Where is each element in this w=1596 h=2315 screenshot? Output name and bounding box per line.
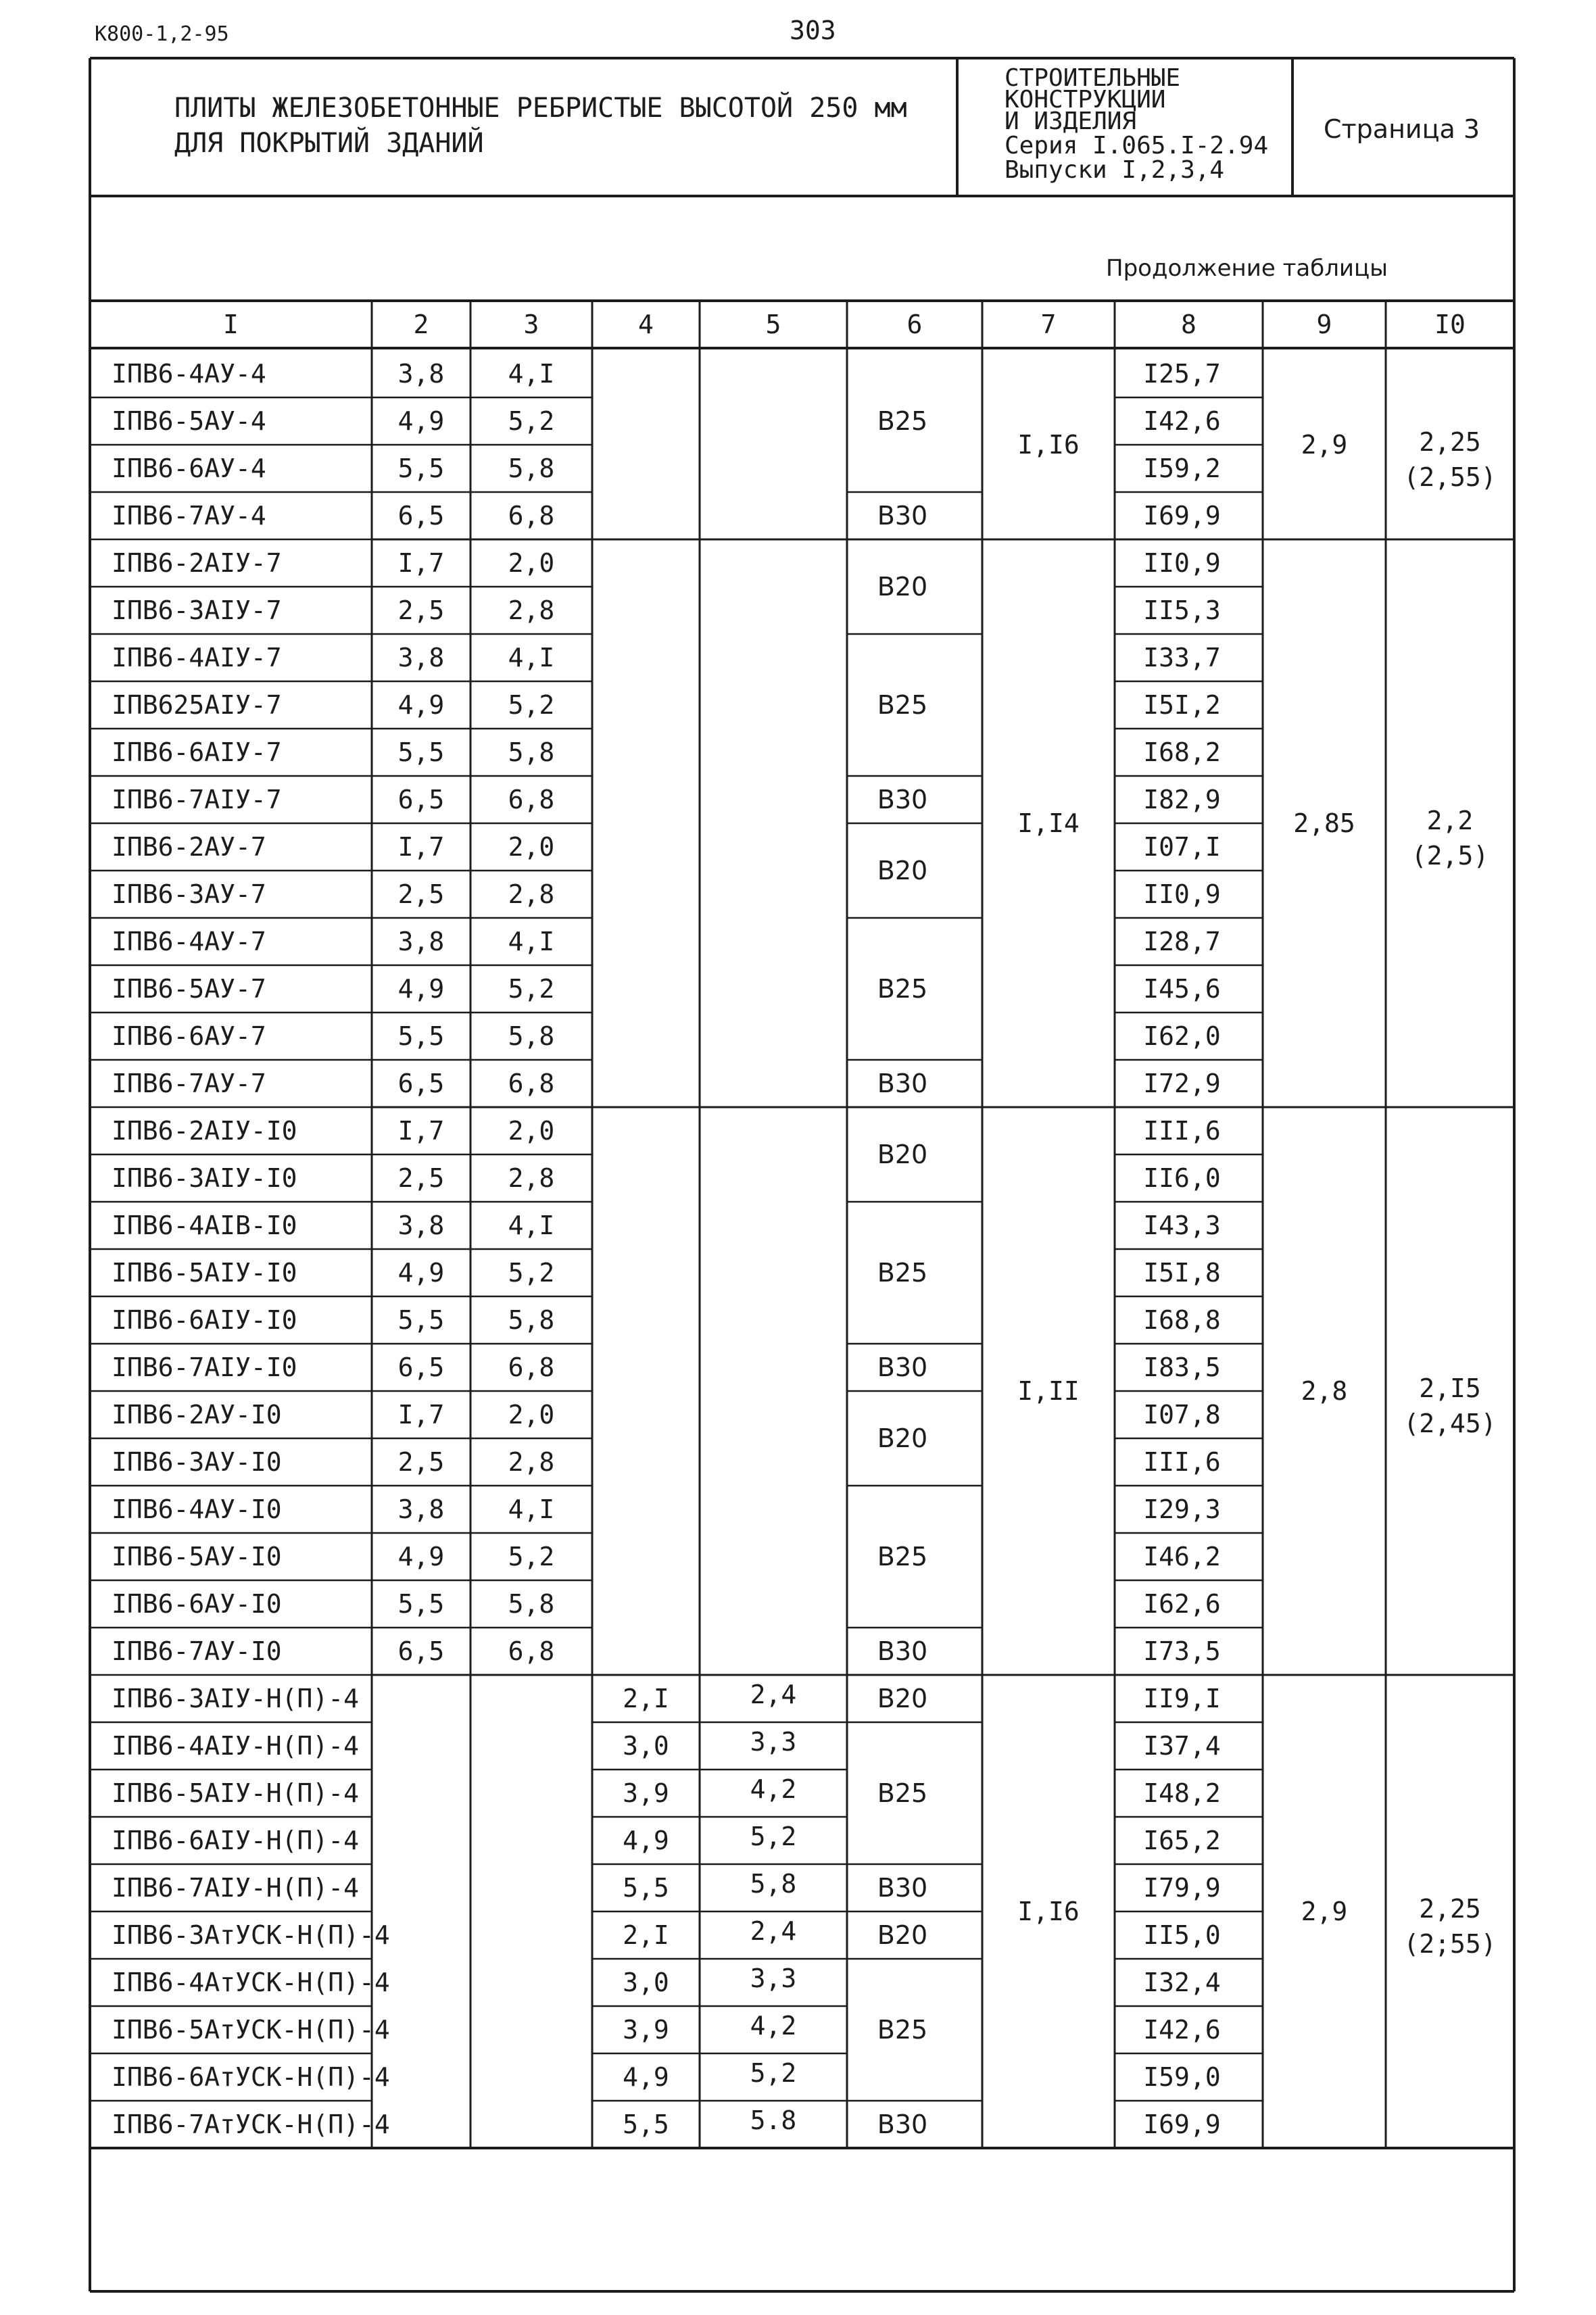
cell-col2: 4,9 [397, 406, 445, 436]
row-mark: IПВ6-7АУ-4 [112, 501, 266, 531]
row-mark: IПВ6-7АтУСК-Н(П)-4 [112, 2110, 390, 2139]
cell-col2: I,7 [397, 1116, 445, 1146]
cell-col2: 4,9 [397, 974, 445, 1004]
row-mark: IПВ6-7АIУ-I0 [112, 1353, 297, 1382]
cell-col4: 3,0 [623, 1731, 669, 1761]
cell-col5: 3,3 [750, 1727, 797, 1757]
cell-col2: 4,9 [397, 690, 445, 720]
row-mark: IПВ6-5АУ-4 [112, 406, 266, 436]
cell-col7: I,II [1017, 1376, 1080, 1406]
cell-col8: II6,0 [1143, 1163, 1221, 1193]
cell-col9: 2,9 [1301, 1897, 1348, 1926]
cell-col8: I68,2 [1143, 737, 1221, 767]
cell-col2: 5,5 [397, 1589, 445, 1619]
cell-col3: 5,8 [508, 1589, 555, 1619]
cell-col8: I83,5 [1143, 1353, 1221, 1382]
cell-col8: I42,6 [1143, 2015, 1221, 2045]
document-code: К800-1,2-95 [95, 22, 229, 46]
concrete-class: В30 [877, 1069, 928, 1098]
cell-col3: 5,8 [508, 737, 555, 767]
concrete-class: В20 [877, 1684, 928, 1713]
concrete-class: В25 [877, 974, 928, 1004]
cell-col9: 2,85 [1293, 808, 1355, 838]
row-mark: IПВ6-2АУ-I0 [112, 1400, 282, 1430]
row-mark: IПВ6-2АУ-7 [112, 832, 266, 862]
cell-col8: I5I,2 [1143, 690, 1221, 720]
cell-col10-alt: (2,55) [1403, 462, 1497, 492]
column-header: 7 [1040, 310, 1057, 339]
cell-col8: I59,0 [1143, 2062, 1221, 2092]
cell-col8: I69,9 [1143, 501, 1221, 531]
cell-col8: I42,6 [1143, 406, 1221, 436]
cell-col3: 5,8 [508, 1305, 555, 1335]
row-mark: IПВ6-4АУ-7 [112, 927, 266, 956]
row-mark: IПВ6-7АУ-7 [112, 1069, 266, 1098]
cell-col3: 6,8 [508, 1353, 555, 1382]
cell-col3: 2,8 [508, 1163, 555, 1193]
cell-col2: I,7 [397, 1400, 445, 1430]
row-mark: IПВ6-6АIУ-7 [112, 737, 282, 767]
cell-col3: 4,I [508, 927, 555, 956]
cell-col8: I72,9 [1143, 1069, 1221, 1098]
cell-col2: 3,8 [397, 643, 445, 673]
cell-col4: 5,5 [623, 2110, 669, 2139]
cell-col2: 3,8 [397, 1494, 445, 1524]
cell-col7: I,I6 [1017, 430, 1080, 460]
column-header: 4 [638, 310, 654, 339]
cell-col8: I32,4 [1143, 1968, 1221, 1997]
cell-col5: 2,4 [750, 1680, 797, 1709]
row-mark: IПВ6-6АУ-7 [112, 1021, 266, 1051]
row-mark: IПВ6-5АтУСК-Н(П)-4 [112, 2015, 390, 2045]
cell-col8: I69,9 [1143, 2110, 1221, 2139]
cell-col2: 5,5 [397, 454, 445, 483]
column-header: 8 [1181, 310, 1196, 339]
cell-col4: 4,9 [623, 2062, 669, 2092]
document-title-line2: ДЛЯ ПОКРЫТИЙ ЗДАНИЙ [174, 128, 484, 159]
page-number: 303 [790, 16, 836, 45]
cell-col4: 2,I [623, 1920, 669, 1950]
concrete-class: В30 [877, 1636, 928, 1666]
cell-col10: 2,I5 [1419, 1373, 1481, 1403]
cell-col8: I28,7 [1143, 927, 1221, 956]
row-mark: IПВ6-7АIУ-Н(П)-4 [112, 1873, 360, 1903]
cell-col5: 4,2 [750, 1774, 797, 1804]
cell-col2: 6,5 [397, 1353, 445, 1382]
concrete-class: В25 [877, 1542, 928, 1571]
concrete-class: В25 [877, 2015, 928, 2045]
column-header: 2 [413, 310, 429, 339]
cell-col3: 2,0 [508, 1116, 555, 1146]
cell-col8: II0,9 [1143, 879, 1221, 909]
cell-col2: 5,5 [397, 737, 445, 767]
cell-col4: 3,0 [623, 1968, 669, 1997]
cell-col8: I73,5 [1143, 1636, 1221, 1666]
cell-col3: 5,2 [508, 690, 555, 720]
row-mark: IПВ6-3АIУ-I0 [112, 1163, 297, 1193]
cell-col10: 2,2 [1426, 806, 1474, 835]
row-mark: IПВ6-6АIУ-I0 [112, 1305, 297, 1335]
cell-col8: I46,2 [1143, 1542, 1221, 1571]
cell-col5: 5.8 [750, 2105, 797, 2135]
cell-col8: I62,6 [1143, 1589, 1221, 1619]
cell-col5: 3,3 [750, 1964, 797, 1993]
cell-col2: 6,5 [397, 785, 445, 814]
cell-col4: 3,9 [623, 2015, 669, 2045]
cell-col8: I37,4 [1143, 1731, 1221, 1761]
cell-col5: 4,2 [750, 2011, 797, 2041]
cell-col5: 5,2 [750, 2058, 797, 2088]
cell-col8: I29,3 [1143, 1494, 1221, 1524]
cell-col4: 4,9 [623, 1826, 669, 1855]
cell-col8: I82,9 [1143, 785, 1221, 814]
cell-col3: 4,I [508, 1494, 555, 1524]
cell-col2: 2,5 [397, 1163, 445, 1193]
row-mark: IПВ6-2АIУ-7 [112, 548, 282, 578]
cell-col10: 2,25 [1419, 427, 1481, 457]
row-mark: IПВ6-3АтУСК-Н(П)-4 [112, 1920, 390, 1950]
row-mark: IПВ6-3АУ-I0 [112, 1447, 282, 1477]
cell-col2: 3,8 [397, 359, 445, 389]
continuation-label: Продолжение таблицы [1106, 255, 1388, 282]
document-title-line1: ПЛИТЫ ЖЕЛЕЗОБЕТОННЫЕ РЕБРИСТЫЕ ВЫСОТОЙ 250 мм [174, 93, 907, 124]
cell-col8: II9,I [1143, 1684, 1221, 1713]
row-mark: IПВ6-6АУ-4 [112, 454, 266, 483]
cell-col8: II5,3 [1143, 595, 1221, 625]
column-header: I [223, 310, 239, 339]
cell-col3: 5,8 [508, 1021, 555, 1051]
series-line: Выпуски I,2,3,4 [1005, 156, 1225, 184]
cell-col2: I,7 [397, 832, 445, 862]
column-header: 9 [1316, 310, 1332, 339]
concrete-class: В30 [877, 501, 928, 531]
concrete-class: В20 [877, 856, 928, 885]
cell-col2: 6,5 [397, 1069, 445, 1098]
cell-col3: 6,8 [508, 1636, 555, 1666]
cell-col2: 3,8 [397, 927, 445, 956]
row-mark: IПВ6-6АIУ-Н(П)-4 [112, 1826, 360, 1855]
cell-col9: 2,8 [1301, 1376, 1348, 1406]
cell-col2: 2,5 [397, 595, 445, 625]
cell-col2: 2,5 [397, 879, 445, 909]
row-mark: IПВ625АIУ-7 [112, 690, 282, 720]
cell-col10-alt: (2;55) [1403, 1929, 1497, 1959]
row-mark: IПВ6-4АУ-4 [112, 359, 266, 389]
cell-col5: 5,2 [750, 1822, 797, 1851]
column-header: 3 [523, 310, 539, 339]
cell-col3: 4,I [508, 359, 555, 389]
cell-col3: 4,I [508, 643, 555, 673]
concrete-class: В25 [877, 1258, 928, 1288]
concrete-class: В30 [877, 1873, 928, 1903]
row-mark: IПВ6-3АIУ-Н(П)-4 [112, 1684, 360, 1713]
concrete-class: В20 [877, 1140, 928, 1169]
cell-col4: 5,5 [623, 1873, 669, 1903]
concrete-class: В20 [877, 572, 928, 602]
row-mark: IПВ6-6АтУСК-Н(П)-4 [112, 2062, 390, 2092]
cell-col2: 2,5 [397, 1447, 445, 1477]
cell-col5: 2,4 [750, 1916, 797, 1946]
cell-col3: 6,8 [508, 785, 555, 814]
concrete-class: В30 [877, 2110, 928, 2139]
cell-col3: 2,8 [508, 595, 555, 625]
concrete-class: В25 [877, 1778, 928, 1808]
row-mark: IПВ6-7АIУ-7 [112, 785, 282, 814]
row-mark: IПВ6-4АIУ-Н(П)-4 [112, 1731, 360, 1761]
cell-col3: 5,2 [508, 974, 555, 1004]
series-line: Серия I.065.I-2.94 [1005, 132, 1269, 160]
series-line: И ИЗДЕЛИЯ [1005, 107, 1137, 135]
cell-col8: I5I,8 [1143, 1258, 1221, 1288]
cell-col8: II5,0 [1143, 1920, 1221, 1950]
row-mark: IПВ6-5АIУ-I0 [112, 1258, 297, 1288]
cell-col3: 5,2 [508, 1542, 555, 1571]
cell-col2: 3,8 [397, 1211, 445, 1240]
cell-col2: 5,5 [397, 1021, 445, 1051]
row-mark: IПВ6-4АIВ-I0 [112, 1211, 297, 1240]
cell-col10-alt: (2,5) [1411, 841, 1489, 871]
cell-col10-alt: (2,45) [1403, 1409, 1497, 1438]
concrete-class: В25 [877, 406, 928, 436]
cell-col3: 5,2 [508, 1258, 555, 1288]
cell-col2: 5,5 [397, 1305, 445, 1335]
series-line: СТРОИТЕЛЬНЫЕ [1005, 64, 1181, 92]
cell-col8: I68,8 [1143, 1305, 1221, 1335]
cell-col7: I,I6 [1017, 1897, 1080, 1926]
concrete-class: В20 [877, 1920, 928, 1950]
cell-col9: 2,9 [1301, 430, 1348, 460]
cell-col2: 4,9 [397, 1542, 445, 1571]
cell-col5: 5,8 [750, 1869, 797, 1899]
concrete-class: В20 [877, 1423, 928, 1453]
row-mark: IПВ6-4АIУ-7 [112, 643, 282, 673]
cell-col3: 2,0 [508, 832, 555, 862]
cell-col8: I45,6 [1143, 974, 1221, 1004]
cell-col2: I,7 [397, 548, 445, 578]
cell-col3: 6,8 [508, 501, 555, 531]
row-mark: IПВ6-5АIУ-Н(П)-4 [112, 1778, 360, 1808]
row-mark: IПВ6-4АУ-I0 [112, 1494, 282, 1524]
series-line: КОНСТРУКЦИИ [1005, 86, 1166, 114]
row-mark: IПВ6-5АУ-I0 [112, 1542, 282, 1571]
cell-col3: 6,8 [508, 1069, 555, 1098]
row-mark: IПВ6-2АIУ-I0 [112, 1116, 297, 1146]
cell-col8: I43,3 [1143, 1211, 1221, 1240]
cell-col8: I33,7 [1143, 643, 1221, 673]
concrete-class: В25 [877, 690, 928, 720]
column-header: 6 [906, 310, 923, 339]
row-mark: IПВ6-7АУ-I0 [112, 1636, 282, 1666]
cell-col8: I07,8 [1143, 1400, 1221, 1430]
cell-col8: II0,9 [1143, 548, 1221, 578]
row-mark: IПВ6-3АIУ-7 [112, 595, 282, 625]
cell-col3: 2,8 [508, 879, 555, 909]
cell-col2: 4,9 [397, 1258, 445, 1288]
cell-col8: I62,0 [1143, 1021, 1221, 1051]
cell-col3: 2,0 [508, 1400, 555, 1430]
cell-col4: 3,9 [623, 1778, 669, 1808]
cell-col10: 2,25 [1419, 1894, 1481, 1924]
cell-col2: 6,5 [397, 501, 445, 531]
cell-col3: 4,I [508, 1211, 555, 1240]
cell-col4: 2,I [623, 1684, 669, 1713]
column-header: I0 [1434, 310, 1466, 339]
cell-col8: I07,I [1143, 832, 1221, 862]
cell-col8: III,6 [1143, 1116, 1221, 1146]
cell-col3: 5,2 [508, 406, 555, 436]
cell-col8: I48,2 [1143, 1778, 1221, 1808]
cell-col8: I79,9 [1143, 1873, 1221, 1903]
sheet-label: Страница 3 [1324, 114, 1480, 144]
cell-col3: 2,0 [508, 548, 555, 578]
cell-col3: 5,8 [508, 454, 555, 483]
row-mark: IПВ6-5АУ-7 [112, 974, 266, 1004]
concrete-class: В30 [877, 785, 928, 814]
cell-col2: 6,5 [397, 1636, 445, 1666]
cell-col8: I25,7 [1143, 359, 1221, 389]
concrete-class: В30 [877, 1353, 928, 1382]
cell-col8: III,6 [1143, 1447, 1221, 1477]
cell-col8: I65,2 [1143, 1826, 1221, 1855]
row-mark: IПВ6-6АУ-I0 [112, 1589, 282, 1619]
cell-col7: I,I4 [1017, 808, 1080, 838]
column-header: 5 [765, 310, 781, 339]
row-mark: IПВ6-3АУ-7 [112, 879, 266, 909]
row-mark: IПВ6-4АтУСК-Н(П)-4 [112, 1968, 390, 1997]
cell-col8: I59,2 [1143, 454, 1221, 483]
cell-col3: 2,8 [508, 1447, 555, 1477]
